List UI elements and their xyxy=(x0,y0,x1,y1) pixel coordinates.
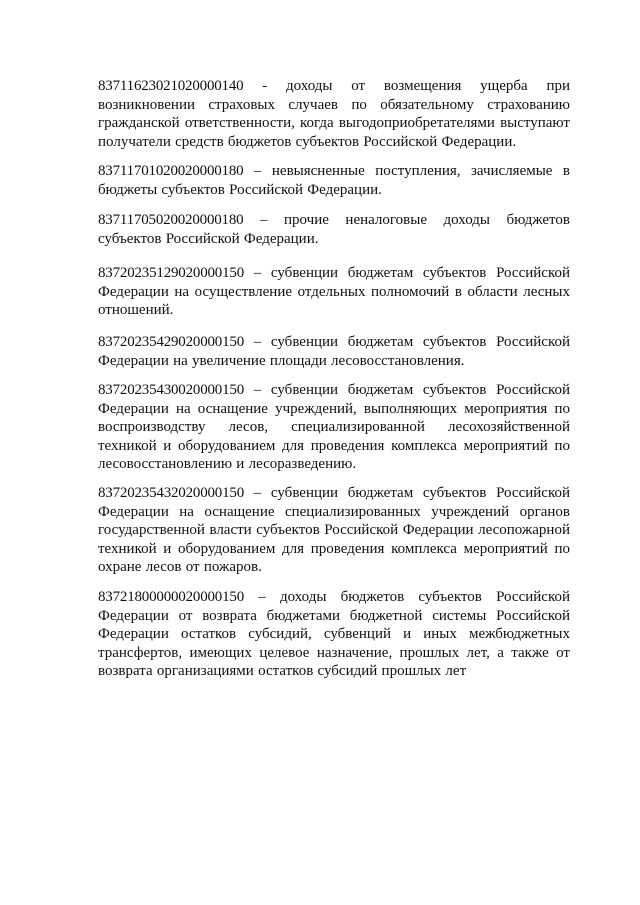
budget-code: 83720235429020000150 xyxy=(98,334,245,350)
code-description: невыясненные поступления, зачисляемые в бюджеты субъектов Российской Федерации. xyxy=(98,163,571,198)
separator: – xyxy=(244,334,271,350)
separator: – xyxy=(244,382,271,398)
code-entry xyxy=(98,264,570,320)
code-description: субвенции бюджетам субъектов Российской Федерации на осуществление отдельных полномочий в области лесных отношений. xyxy=(98,265,570,319)
separator: – xyxy=(243,163,272,179)
separator: – xyxy=(244,265,271,281)
budget-code: 83720235432020000150 xyxy=(98,485,245,501)
code-entry xyxy=(98,77,570,151)
code-entry xyxy=(98,211,570,248)
budget-code: 83711701020020000180 xyxy=(98,163,244,179)
budget-code: 83711623021020000140 xyxy=(98,78,244,94)
code-entry xyxy=(98,162,570,199)
code-description: прочие неналоговые доходы бюджетов субъектов Российской Федерации. xyxy=(98,212,570,247)
budget-code: 83711705020020000180 xyxy=(98,212,244,228)
budget-code: 83720235430020000150 xyxy=(98,382,245,398)
separator: - xyxy=(243,78,287,94)
budget-code: 83721800000020000150 xyxy=(98,589,245,605)
code-entry xyxy=(98,484,570,577)
code-description: субвенции бюджетам субъектов Российской Федерации на оснащение учреждений, выполняющих мероприятия по воспроизводству лесов, специализированной лесохозяйственной техникой и оборудованием для проведения комплекса мероприятий по лесовосстановлению и лесоразведению. xyxy=(98,382,570,473)
code-description: субвенции бюджетам субъектов Российской Федерации на увеличение площади лесовосстановления. xyxy=(98,334,570,369)
budget-code: 83720235129020000150 xyxy=(98,265,245,281)
code-entry xyxy=(98,381,570,474)
code-description: субвенции бюджетам субъектов Российской Федерации на оснащение специализированных учреждений органов государственной власти субъектов Российской Федерации лесопожарной техникой и оборудованием для проведения комплекса мероприятий по охране лесов от пожаров. xyxy=(98,485,570,576)
separator: – xyxy=(244,485,271,501)
code-description: доходы бюджетов субъектов Российской Федерации от возврата бюджетами бюджетной системы Российской Федерации остатков субсидий, субвенций и иных межбюджетных трансфертов, имеющих целевое назначение, прошлых лет, а также от возврата организациями остатков субсидий прошлых лет xyxy=(98,589,571,680)
separator: – xyxy=(244,589,280,605)
code-entry xyxy=(98,333,570,370)
code-description: доходы от возмещения ущерба при возникновении страховых случаев по обязательному страхованию гражданской ответственности, когда выгодоприобретателями выступают получатели средств бюджетов субъектов Российской Федерации. xyxy=(98,78,570,150)
code-entry xyxy=(98,588,570,681)
separator: – xyxy=(243,212,285,228)
